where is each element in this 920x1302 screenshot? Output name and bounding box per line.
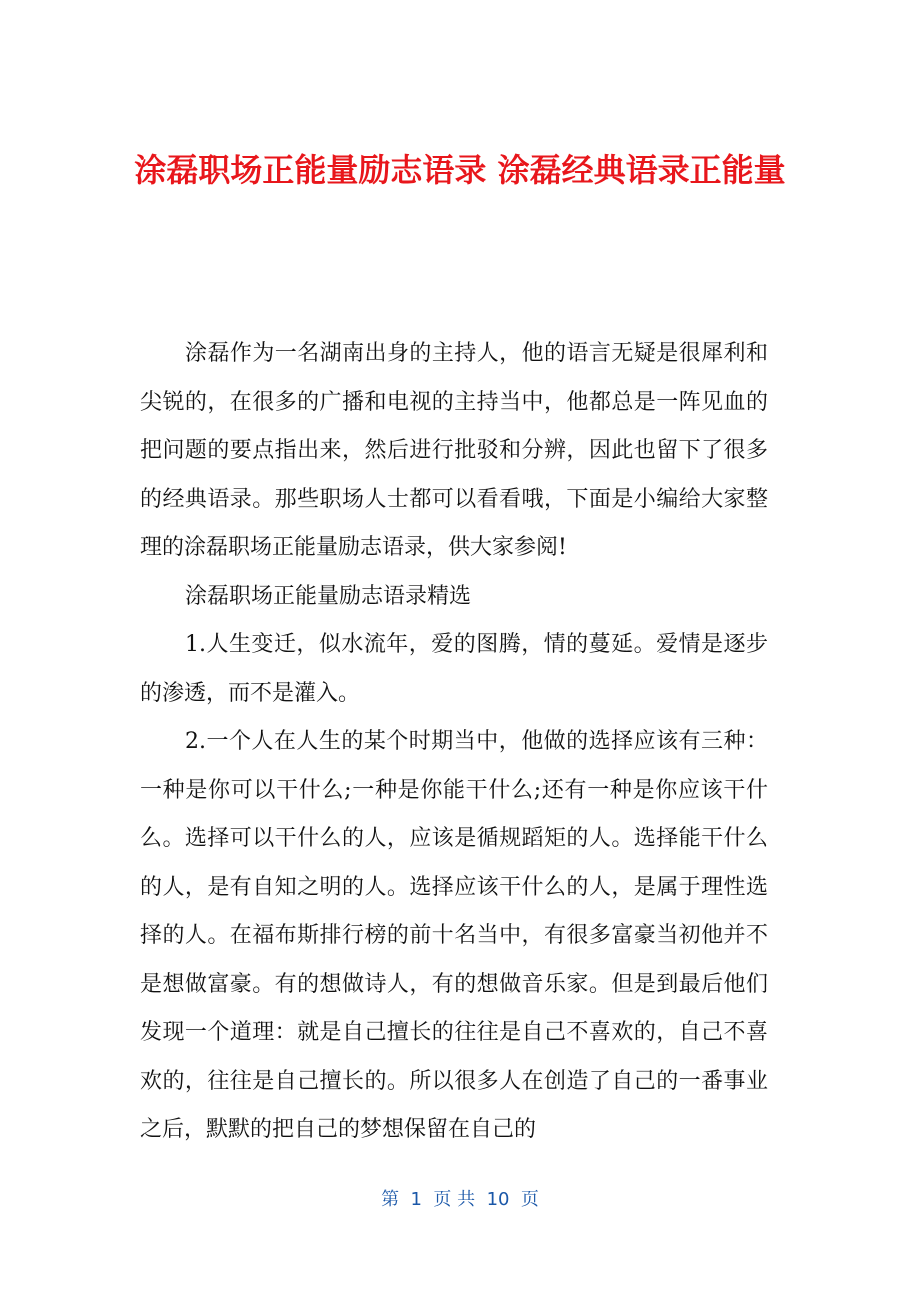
paragraph-intro: 涂磊作为一名湖南出身的主持人，他的语言无疑是很犀利和尖锐的，在很多的广播和电视的主持当中，他都总是一阵见血的把问题的要点指出来，然后进行批驳和分辨，因此也留下了很多的经典语录。那些职场人士都可以看看哦，下面是小编给大家整理的涂磊职场正能量励志语录，供大家参阅!: [140, 341, 768, 560]
document-body: [140, 330, 768, 1155]
paragraph-quote-2: 2.一个人在人生的某个时期当中，他做的选择应该有三种：一种是你可以干什么;一种是你能干什么;还有一种是你应该干什么。选择可以干什么的人，应该是循规蹈矩的人。选择能干什么的人，是有自知之明的人。选择应该干什么的人，是属于理性选择的人。在福布斯排行榜的前十名当中，有很多富豪当初他并不是想做富豪。有的想做诗人，有的想做音乐家。但是到最后他们发现一个道理：就是自己擅长的往往是自己不喜欢的，自己不喜欢的，往往是自己擅长的。所以很多人在创造了自己的一番事业之后，默默的把自己的梦想保留在自己的: [140, 729, 768, 1142]
page-footer: 第 1 页 共 10 页: [381, 1189, 539, 1210]
document-title: 涂磊职场正能量励志语录 涂磊经典语录正能量: [134, 151, 786, 189]
paragraph-quote-1: 1.人生变迁，似水流年，爱的图腾，情的蔓延。爱情是逐步的渗透，而不是灌入。: [140, 632, 768, 706]
paragraph-section-heading: 涂磊职场正能量励志语录精选: [185, 583, 472, 609]
